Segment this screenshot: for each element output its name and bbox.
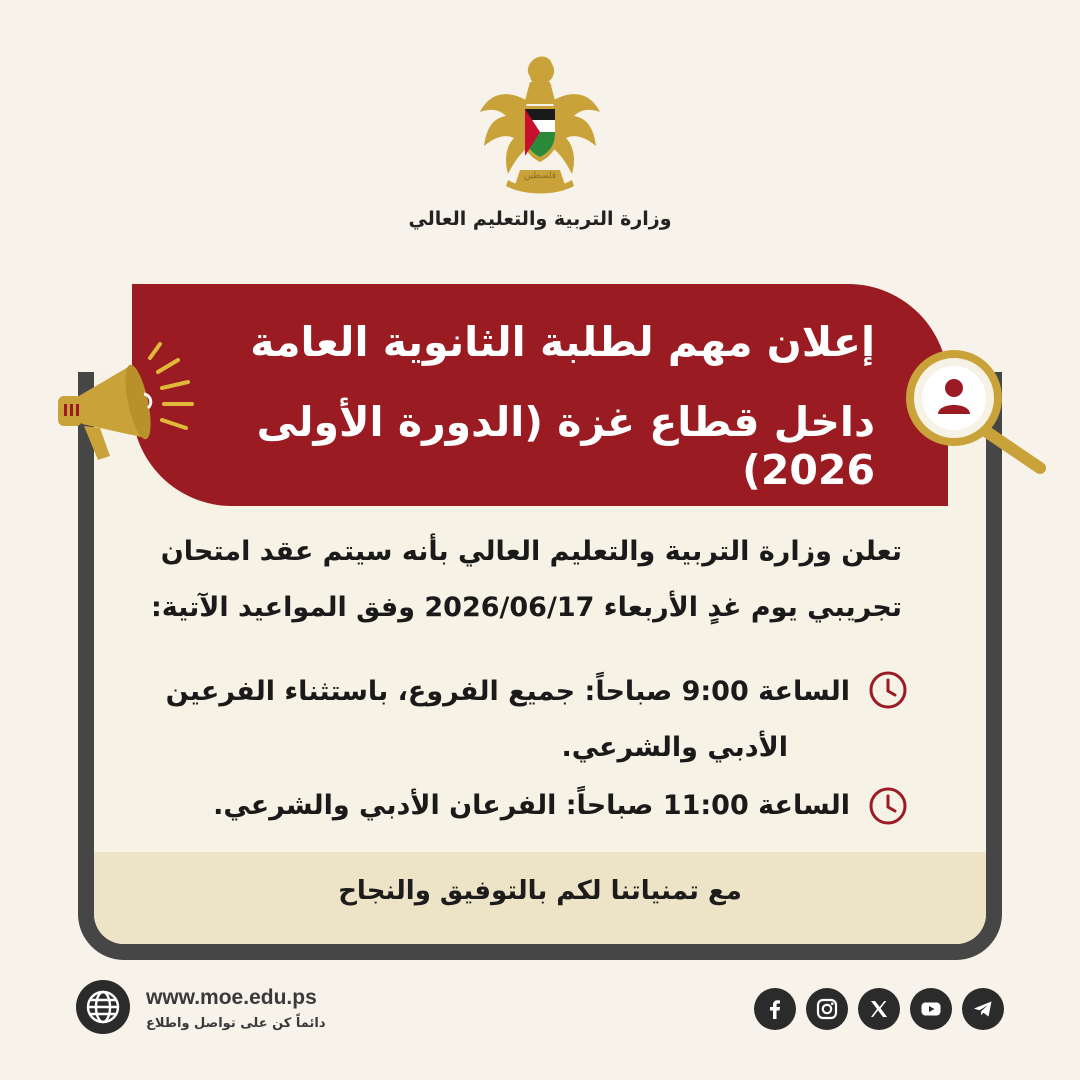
globe-icon[interactable] — [76, 980, 130, 1034]
ministry-name: وزارة التربية والتعليم العالي — [408, 208, 672, 230]
youtube-icon[interactable] — [910, 988, 952, 1030]
emblem-label: فلسطين — [523, 171, 557, 181]
magnifier-person-icon — [900, 348, 1050, 478]
title-line-1: إعلان مهم لطلبة الثانوية العامة — [250, 318, 875, 366]
instagram-icon[interactable] — [806, 988, 848, 1030]
clock-icon — [868, 670, 908, 710]
closing-message: مع تمنياتنا لكم بالتوفيق والنجاح — [338, 876, 742, 906]
footer-slogan: دائماً كن على تواصل واطلاع — [146, 1016, 326, 1031]
palestine-eagle-emblem — [478, 50, 602, 200]
title-line-2: داخل قطاع غزة (الدورة الأولى 2026) — [256, 398, 875, 494]
website-link[interactable]: www.moe.edu.ps — [146, 986, 317, 1009]
schedule-item-1-line-2: الأدبي والشرعي. — [561, 732, 788, 763]
megaphone-icon — [52, 338, 202, 468]
schedule-item-2-line-1: الساعة 11:00 صباحاً: الفرعان الأدبي والشرعي. — [213, 790, 850, 821]
schedule-item-1-line-1: الساعة 9:00 صباحاً: جميع الفروع، باستثناء الفرعين — [165, 676, 850, 707]
x-icon[interactable] — [858, 988, 900, 1030]
telegram-icon[interactable] — [962, 988, 1004, 1030]
intro-line-2: تجريبي يوم غدٍ الأربعاء 2026/06/17 وفق المواعيد الآتية: — [150, 592, 902, 623]
clock-icon — [868, 786, 908, 826]
facebook-icon[interactable] — [754, 988, 796, 1030]
intro-line-1: تعلن وزارة التربية والتعليم العالي بأنه سيتم عقد امتحان — [160, 536, 902, 567]
